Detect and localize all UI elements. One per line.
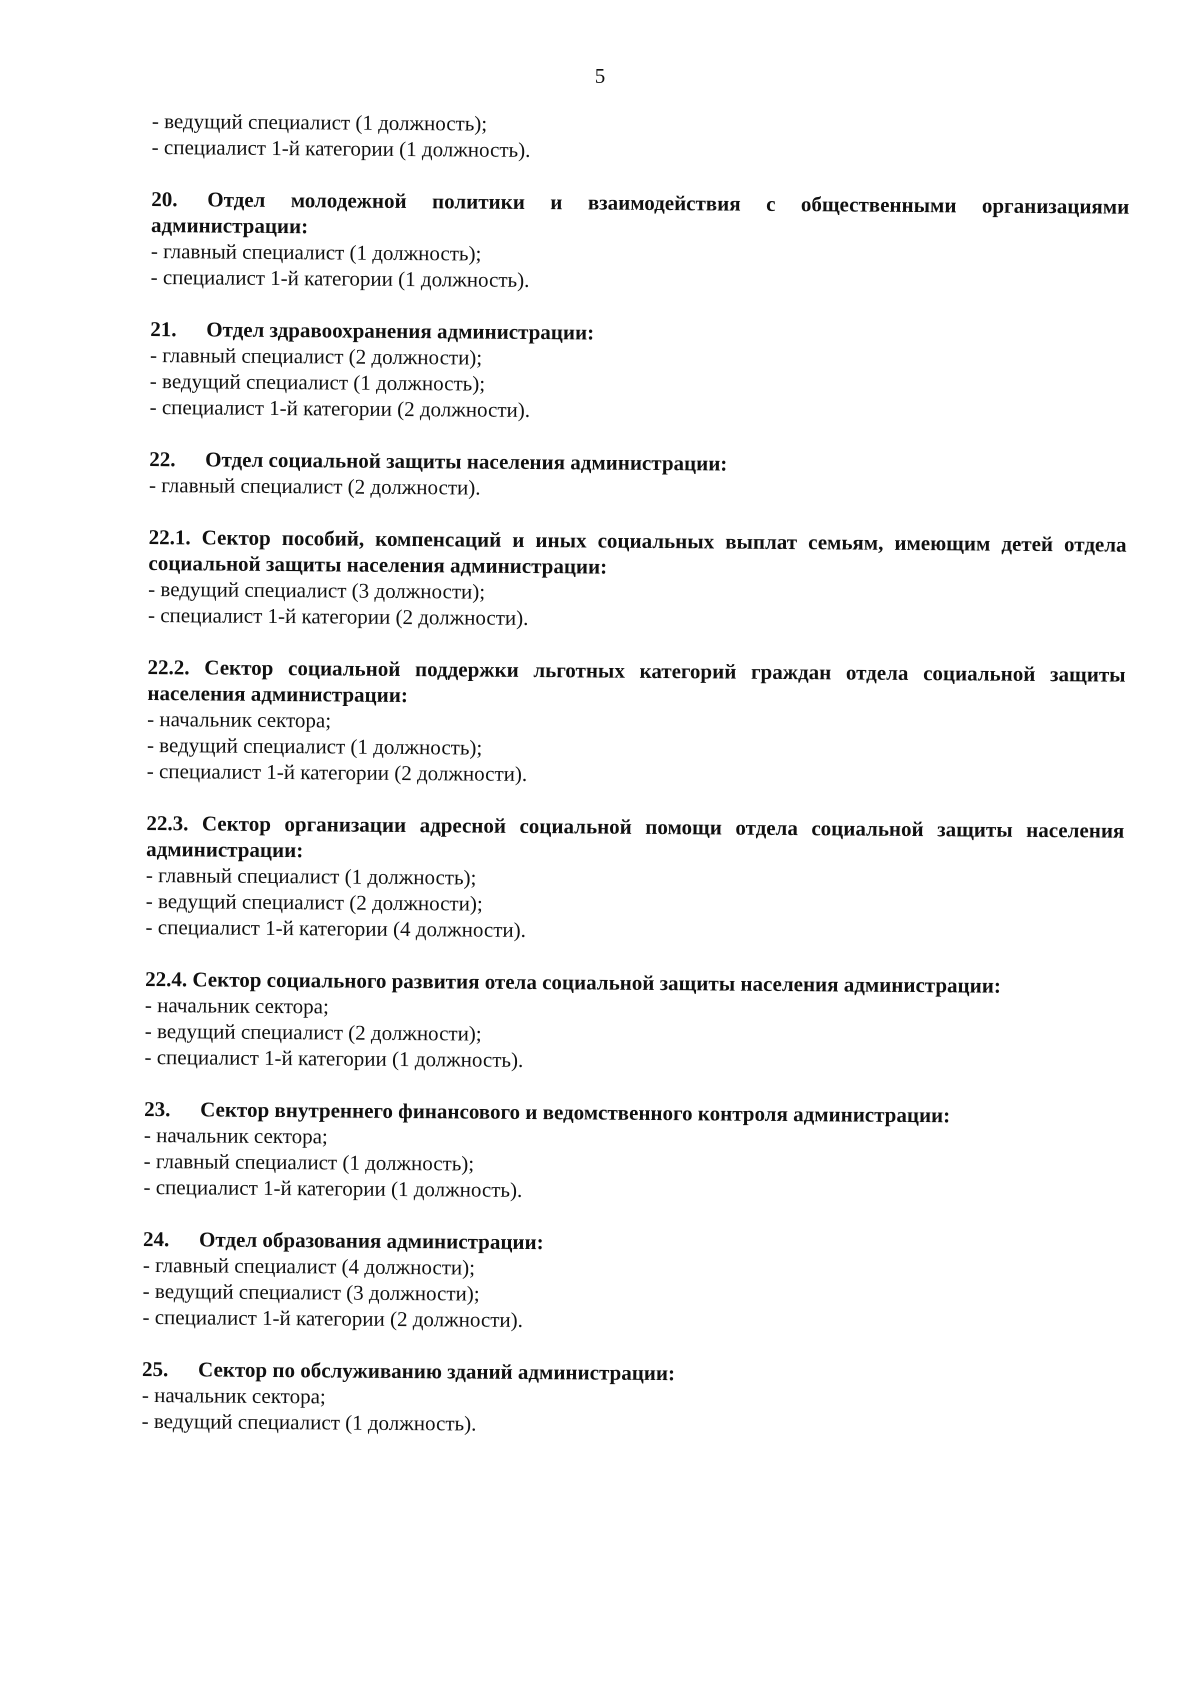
section-title: Отдел здравоохранения администрации: (206, 317, 595, 345)
section-title: Отдел молодежной политики и взаимодействия с общественными организациями администрации: (150, 187, 1130, 239)
list-item: - специалист 1-й категории (1 должность). (150, 264, 530, 292)
list-item: - начальник сектора; (147, 706, 332, 733)
section-title: Сектор внутреннего финансового и ведомственного контроля администрации: (200, 1097, 951, 1128)
list-item: - главный специалист (1 должность); (143, 1148, 475, 1176)
list-item: - начальник сектора; (141, 1382, 326, 1409)
list-item: - ведущий специалист (2 должности); (144, 1018, 482, 1046)
list-item: - ведущий специалист (1 должность); (146, 732, 483, 760)
section-22-1 (148, 524, 1127, 636)
section-heading (146, 810, 1124, 870)
page-number: 5 (594, 64, 606, 88)
section-number: 22.4. (145, 966, 188, 992)
section-title: Сектор пособий, компенсаций и иных социальных выплат семьям, имеющим детей отдела социальной защиты населения администрации: (148, 525, 1127, 579)
list-item: - ведущий специалист (1 должность); (149, 368, 486, 396)
list-item: - специалист 1-й категории (2 должности). (146, 758, 528, 786)
section-23 (143, 1096, 1122, 1208)
list-item: - специалист 1-й категории (2 должности). (149, 394, 531, 422)
section-22-2 (147, 654, 1126, 792)
list-item: - специалист 1-й категории (1 должность). (151, 134, 531, 162)
section-title: Сектор социальной поддержки льготных категорий граждан отдела социальной защиты населения администрации: (147, 655, 1126, 708)
section-heading (148, 524, 1126, 584)
document-body (142, 108, 1130, 1442)
list-item: - ведущий специалист (3 должности); (142, 1278, 480, 1306)
list-item: - ведущий специалист (2 должности); (145, 888, 483, 916)
list-item: - специалист 1-й категории (2 должности). (142, 1304, 524, 1332)
intro-list (152, 108, 1130, 168)
list-item: - специалист 1-й категории (1 должность). (144, 1044, 524, 1072)
list-item: - ведущий специалист (1 должность); (151, 108, 488, 136)
section-heading (151, 186, 1129, 246)
section-number: 22.1. (148, 524, 191, 550)
section-number: 24. (143, 1226, 170, 1252)
section-number: 20. (151, 186, 178, 212)
section-number: 22. (149, 446, 176, 472)
list-item: - главный специалист (1 должность); (150, 238, 482, 266)
section-number: 22.2. (147, 654, 190, 680)
list-item: - ведущий специалист (3 должности); (148, 576, 486, 604)
list-item: - начальник сектора; (143, 1122, 328, 1149)
section-title: Отдел социальной защиты населения администрации: (205, 447, 728, 476)
section-25 (142, 1356, 1121, 1442)
section-title: Отдел образования администрации: (199, 1227, 544, 1255)
section-title: Сектор социального развития отела социальной защиты населения администрации: (192, 967, 1001, 998)
section-title: Сектор организации адресной социальной помощи отдела социальной защиты населения администрации: (146, 811, 1125, 863)
list-item: - специалист 1-й категории (1 должность). (143, 1174, 523, 1202)
section-21 (150, 316, 1129, 428)
list-item: - главный специалист (4 должности); (142, 1252, 476, 1280)
section-22-3 (145, 810, 1124, 948)
list-item: - главный специалист (2 должности); (149, 342, 483, 370)
list-item: - начальник сектора; (144, 992, 329, 1019)
list-item: - ведущий специалист (1 должность). (141, 1408, 477, 1436)
section-heading (147, 654, 1125, 714)
section-24 (142, 1226, 1121, 1338)
list-item: - специалист 1-й категории (4 должности). (145, 914, 527, 942)
section-number: 21. (150, 316, 177, 342)
section-20 (151, 186, 1130, 298)
section-number: 23. (144, 1096, 171, 1122)
section-22 (149, 446, 1127, 506)
list-item: - специалист 1-й категории (2 должности). (147, 602, 529, 630)
list-item: - главный специалист (1 должность); (145, 862, 477, 890)
section-title: Сектор по обслуживанию зданий администрации: (198, 1357, 676, 1386)
section-number: 22.3. (146, 810, 189, 836)
section-number: 25. (142, 1356, 169, 1382)
list-item: - главный специалист (2 должности). (148, 472, 481, 500)
section-22-4 (144, 966, 1123, 1078)
